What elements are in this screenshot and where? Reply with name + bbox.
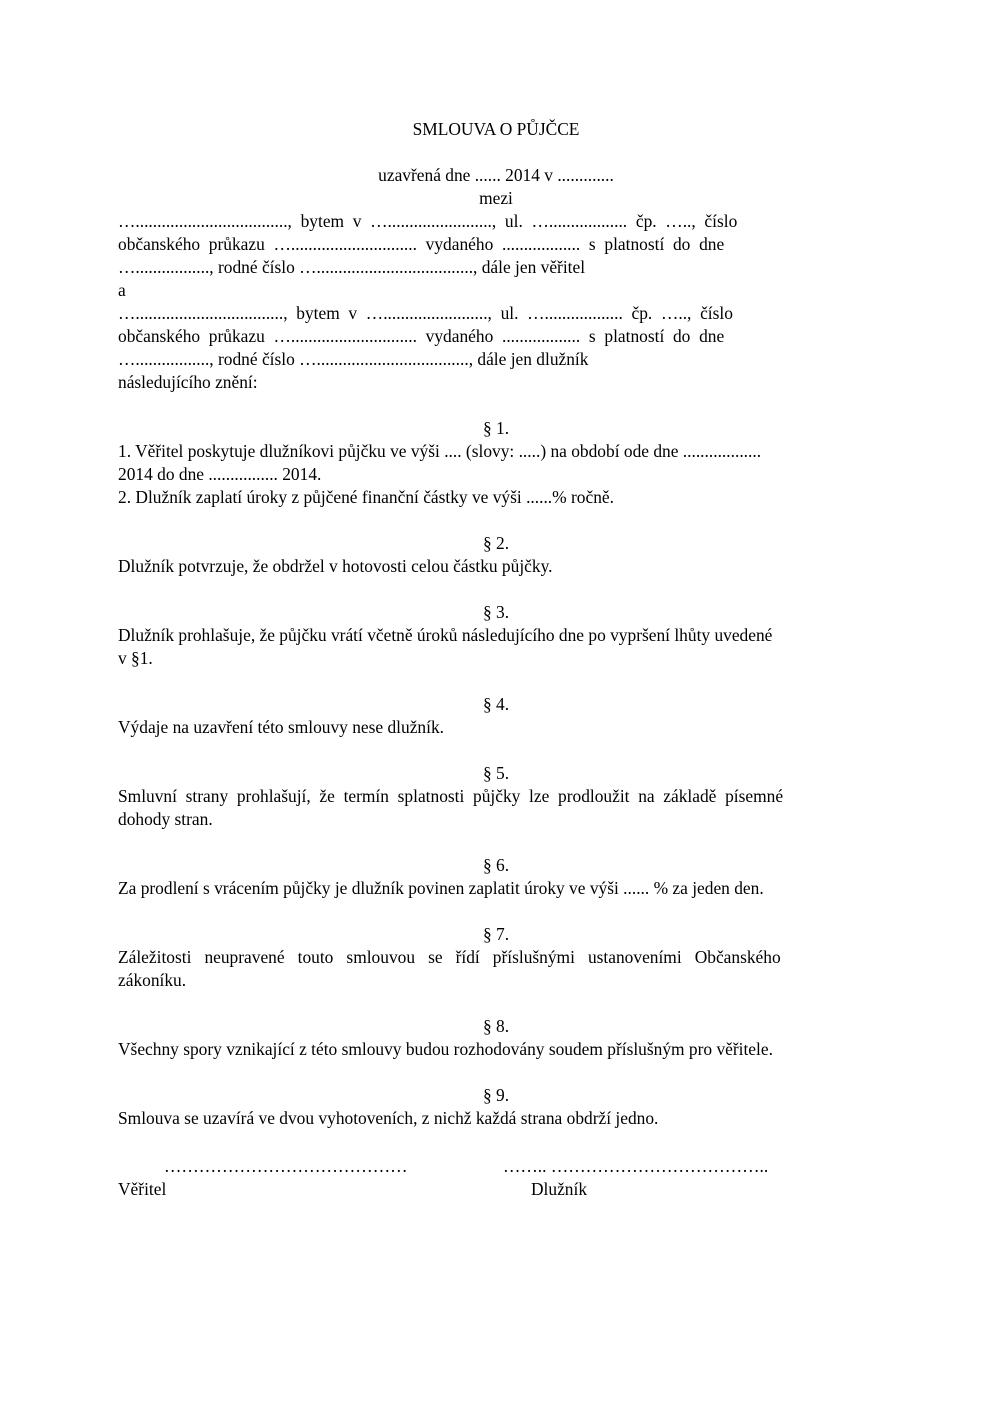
- creditor-signature-line: ……………………………………: [164, 1156, 408, 1176]
- section-text-line: Dlužník potvrzuje, že obdržel v hotovosti celou částku půjčky.: [118, 556, 553, 576]
- section-text-line: 1. Věřitel poskytuje dlužníkovi půjčku ve výši .... (slovy: .....) na období ode dne ..................: [118, 441, 762, 461]
- section-text-line: Výdaje na uzavření této smlouvy nese dlužník.: [118, 717, 444, 737]
- creditor-label: Věřitel: [118, 1179, 167, 1199]
- section-heading: § 9.: [482, 1085, 510, 1105]
- section-2: [118, 532, 874, 578]
- section-9: [118, 1084, 874, 1130]
- section-text-line: Dlužník prohlašuje, že půjčku vrátí včetně úroků následujícího dne po vypršení lhůty uvedené: [118, 625, 773, 645]
- section-text-line: Smlouva se uzavírá ve dvou vyhotoveních, z nichž každá strana obdrží jedno.: [118, 1108, 659, 1128]
- section-5: [118, 762, 874, 831]
- section-heading: § 1.: [482, 418, 510, 438]
- section-text-line: zákoníku.: [118, 970, 187, 990]
- section-text-line: Smluvní strany prohlašují, že termín splatnosti půjčky lze prodloužit na základě písemné: [118, 786, 784, 806]
- section-1: [118, 417, 874, 509]
- section-7: [118, 923, 874, 992]
- section-heading: § 2.: [482, 533, 510, 553]
- party1-line3: …................., rodné číslo …...................................., dále jen věřitel: [118, 257, 586, 277]
- section-heading: § 6.: [482, 855, 510, 875]
- party2-line1: ….................................., bytem v …........................, ul. ….................. čp. ….., číslo: [118, 303, 733, 323]
- document-title: SMLOUVA O PŮJČCE: [412, 119, 580, 139]
- party1-details: [118, 210, 874, 279]
- section-heading: § 7.: [482, 924, 510, 944]
- section-text-line: 2014 do dne ................ 2014.: [118, 464, 322, 484]
- section-text-line: dohody stran.: [118, 809, 213, 829]
- section-heading: § 5.: [482, 763, 510, 783]
- section-text-line: v §1.: [118, 648, 153, 668]
- section-text-line: Záležitosti neupravené touto smlouvou se řídí příslušnými ustanoveními Občanského: [118, 947, 781, 967]
- section-3: [118, 601, 874, 670]
- debtor-label: Dlužník: [531, 1179, 588, 1199]
- concluded-line: uzavřená dne ...... 2014 v .............: [378, 165, 614, 185]
- section-4: [118, 693, 874, 739]
- section-heading: § 4.: [482, 694, 510, 714]
- party2-line2: občanského průkazu …............................. vydaného .................. s platností do dne: [118, 326, 725, 346]
- party2-line3: …................., rodné číslo …..................................., dále jen dlužník: [118, 349, 589, 369]
- party1-line1: …..................................., bytem v …........................, ul. ….................. čp. ….., číslo: [118, 211, 738, 231]
- following-line: následujícího znění:: [118, 372, 258, 392]
- section-6: [118, 854, 874, 900]
- section-heading: § 8.: [482, 1016, 510, 1036]
- party2-details: [118, 302, 874, 371]
- section-8: [118, 1015, 874, 1061]
- section-text-line: Všechny spory vznikající z této smlouvy budou rozhodovány soudem příslušným pro věřitele.: [118, 1039, 773, 1059]
- section-text-line: 2. Dlužník zaplatí úroky z půjčené finanční částky ve výši ......% ročně.: [118, 487, 614, 507]
- debtor-signature-line: …….. ………………………………..: [503, 1156, 769, 1176]
- party1-line2: občanského průkazu …............................. vydaného .................. s platností do dne: [118, 234, 725, 254]
- and-line: a: [118, 280, 126, 300]
- section-heading: § 3.: [482, 602, 510, 622]
- between-line: mezi: [479, 188, 513, 208]
- section-text-line: Za prodlení s vrácením půjčky je dlužník povinen zaplatit úroky ve výši ...... % za jeden den.: [118, 878, 764, 898]
